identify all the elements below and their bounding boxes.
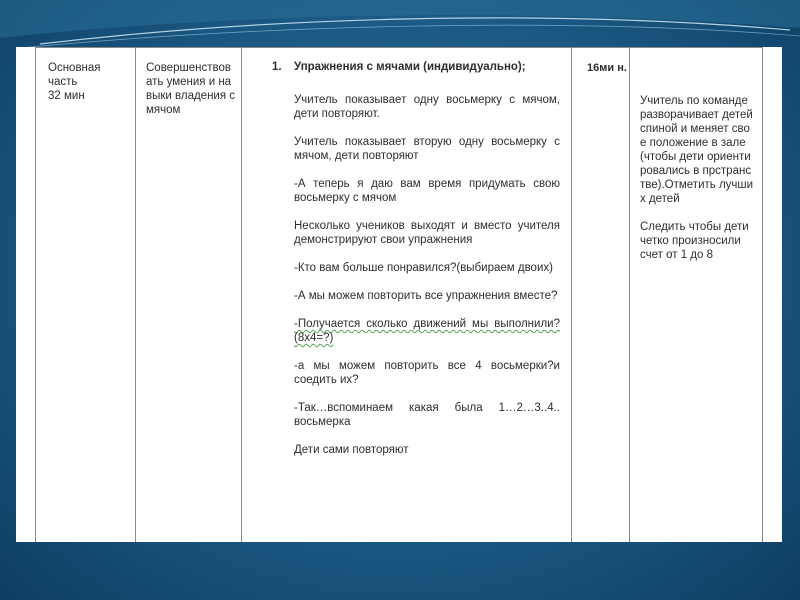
step-5: -Кто вам больше понравился?(выбираем двоих) xyxy=(294,262,553,274)
step-8: -а мы можем повторить все 4 восьмерки?и соедить их? xyxy=(294,360,560,386)
table-border-col3 xyxy=(241,47,242,542)
step-9: -Так…вспоминаем какая была 1…2…3..4.. восьмерка xyxy=(294,402,560,428)
exercise-heading xyxy=(272,61,562,73)
part-time: 32 мин xyxy=(48,90,85,102)
exercise-title: Упражнения с мячами (индивидуально); xyxy=(294,61,526,73)
notes-cell xyxy=(640,94,754,262)
exercise-steps xyxy=(294,93,560,471)
step-10: Дети сами повторяют xyxy=(294,444,409,456)
table-top-border xyxy=(35,47,763,48)
table-border-col2 xyxy=(135,47,136,542)
table-border-col5 xyxy=(629,47,630,542)
part-cell xyxy=(48,61,128,103)
step-1: Учитель показывает одну восьмерку с мячом, дети повторяют. xyxy=(294,94,560,120)
step-7: -Получается сколько движений мы выполнили?(8х4=?) xyxy=(294,318,560,344)
document-page xyxy=(16,47,782,542)
step-2: Учитель показывает вторую одну восьмерку с мячом, дети повторяют xyxy=(294,136,560,162)
notes-paragraph-2: Следить чтобы дети четко произносили счет от 1 до 8 xyxy=(640,221,749,261)
part-label: Основная часть xyxy=(48,62,101,88)
step-4: Несколько учеников выходят и вместо учителя демонстрируют свои упражнения xyxy=(294,220,560,246)
exercise-number: 1. xyxy=(272,61,282,73)
table-border-right xyxy=(762,47,763,542)
table-border-left xyxy=(35,47,36,542)
step-3: -А теперь я даю вам время придумать свою восьмерку с мячом xyxy=(294,178,560,204)
duration-cell: 16ми н. xyxy=(587,62,627,74)
step-6: -А мы можем повторить все упражнения вместе? xyxy=(294,290,558,302)
goal-cell: Совершенствовать умения и навыки владения с мячом xyxy=(146,62,236,116)
notes-paragraph-1: Учитель по команде разворачивает детей спиной и меняет свое положение в зале(чтобы дети ориентировались в прстранстве).Отметить лучших детей xyxy=(640,95,754,205)
table-border-col4 xyxy=(571,47,572,542)
